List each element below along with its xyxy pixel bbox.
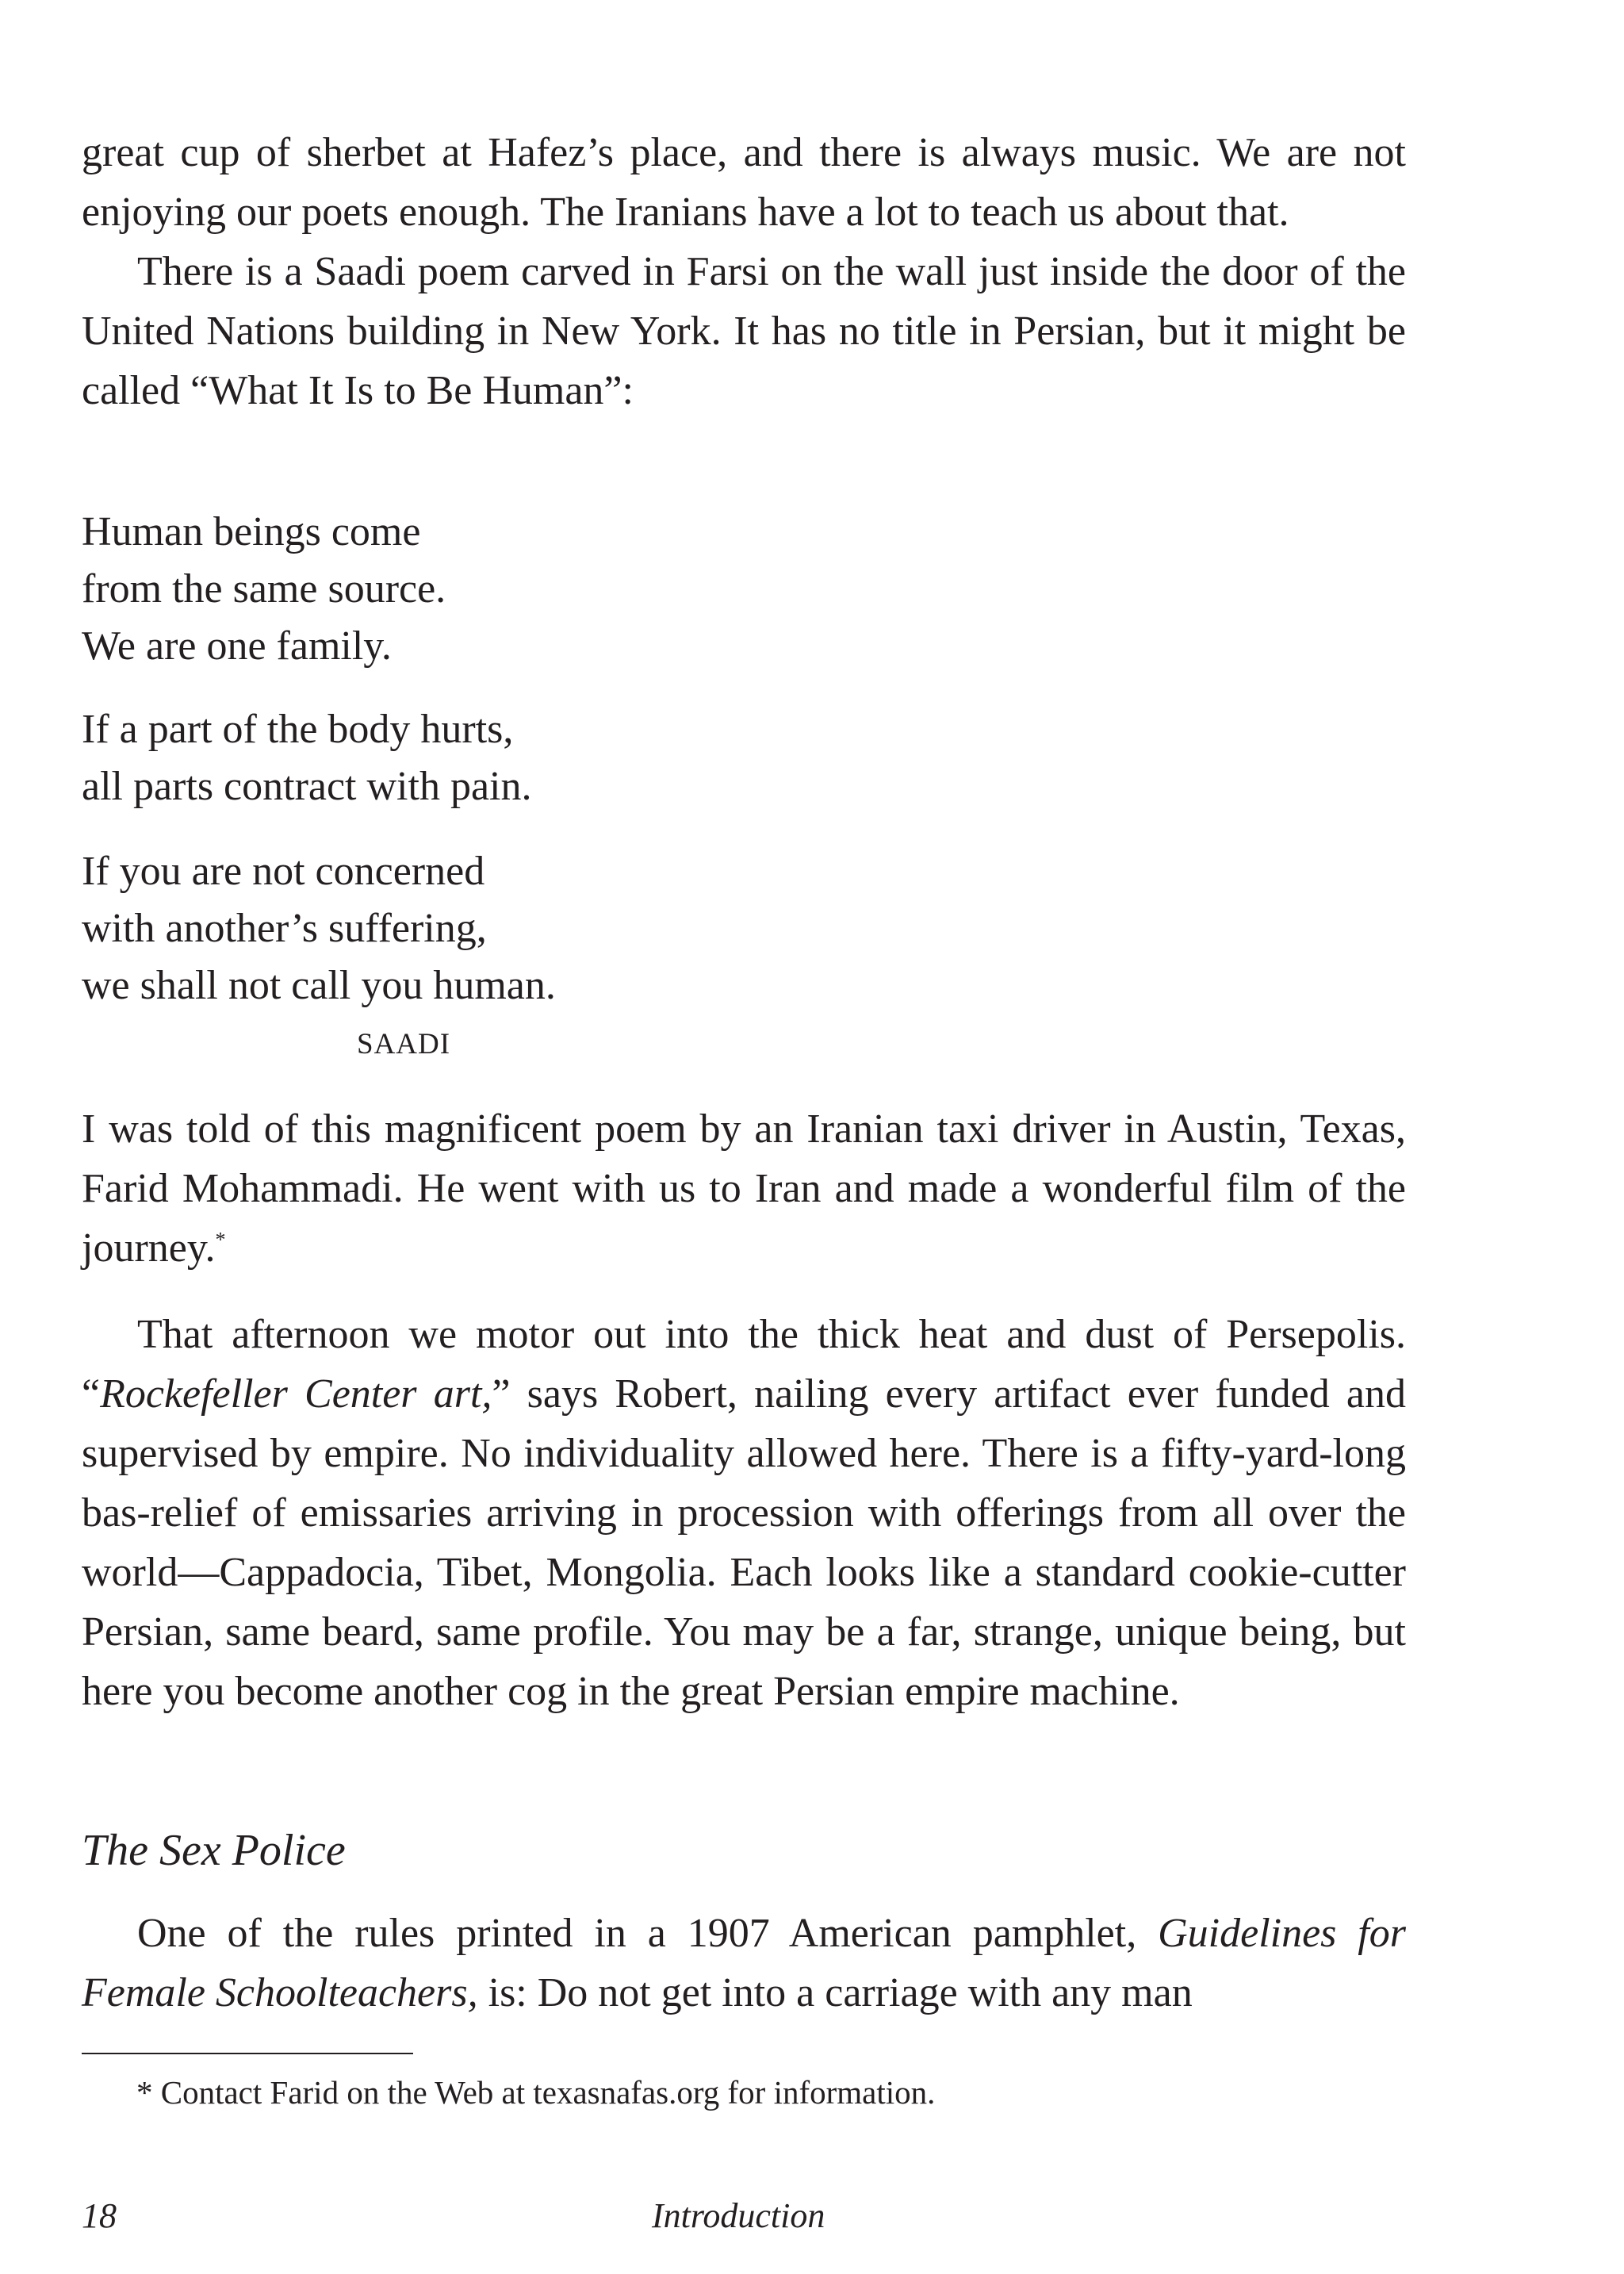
poem-line: all parts contract with pain. — [82, 764, 532, 809]
footnote: * Contact Farid on the Web at texasnafas.org for information. — [136, 2074, 936, 2111]
poem-line: Human beings come — [82, 509, 421, 554]
paragraph-continuation: great cup of sherbet at Hafez’s place, and there is always music. We are not enjoying our poets enough. The Iranians have a lot to teach us about that. — [82, 130, 1406, 235]
poem-stanza-2 — [82, 701, 531, 815]
paragraph-un-poem-intro: There is a Saadi poem carved in Farsi on the wall just inside the door of the United Nations building in New York. It has no title in Persian, but it might be called “What It Is to Be Human”: — [82, 249, 1406, 413]
section-heading: The Sex Police — [82, 1826, 346, 1875]
paragraph-text: I was told of this magnificent poem by an Iranian taxi driver in Austin, Texas, Farid Mohammadi. He went with us to Iran and made a wonderful film of the journey. — [82, 1106, 1406, 1271]
paragraph-sex-police — [82, 1904, 1406, 2023]
poem-line: from the same source. — [82, 566, 446, 612]
poem-line: If you are not concerned — [82, 849, 485, 894]
paragraph-text: One of the rules printed in a 1907 American pamphlet, — [137, 1911, 1159, 1956]
body-text-top — [82, 123, 1406, 420]
footnote-marker: * — [215, 1228, 226, 1252]
poem-stanza-1 — [82, 504, 446, 675]
paragraph-text: That afternoon we motor out into the thick heat and dust of Persepolis. “ — [82, 1312, 1406, 1417]
poem-stanza-3 — [82, 843, 556, 1014]
body-text-persepolis — [82, 1305, 1406, 1721]
body-text-bottom — [82, 1904, 1406, 2023]
poem-attribution: SAADI — [357, 1028, 451, 1060]
footnote-divider — [82, 2053, 413, 2054]
running-footer-title: Introduction — [652, 2196, 825, 2235]
poem-line: If a part of the body hurts, — [82, 707, 514, 752]
page-number: 18 — [82, 2196, 117, 2235]
body-text-middle — [82, 1099, 1406, 1278]
poem-line: we shall not call you human. — [82, 963, 556, 1008]
poem-line: We are one family. — [82, 623, 392, 669]
paragraph-persepolis — [82, 1305, 1406, 1721]
paragraph-taxi-driver — [82, 1099, 1406, 1278]
italic-phrase: Rockefeller Center art, — [100, 1371, 492, 1417]
paragraph-text: ” says Robert, nailing every artifact ever funded and supervised by empire. No individuality allowed here. There is a fifty-yard-long bas-relief of emissaries arriving in procession with offerings from all over the world—Cappadocia, Tibet, Mongolia. Each looks like a standard cookie-cutter Persian, same beard, same profile. You may be a far, strange, unique being, but here you become another cog in the great Persian empire machine. — [82, 1371, 1406, 1714]
paragraph-text: is: Do not get into a carriage with any man — [477, 1970, 1193, 2015]
italic-title: Guidelines for Female Schoolteachers, — [82, 1911, 1406, 2015]
poem-line: with another’s suffering, — [82, 906, 487, 951]
